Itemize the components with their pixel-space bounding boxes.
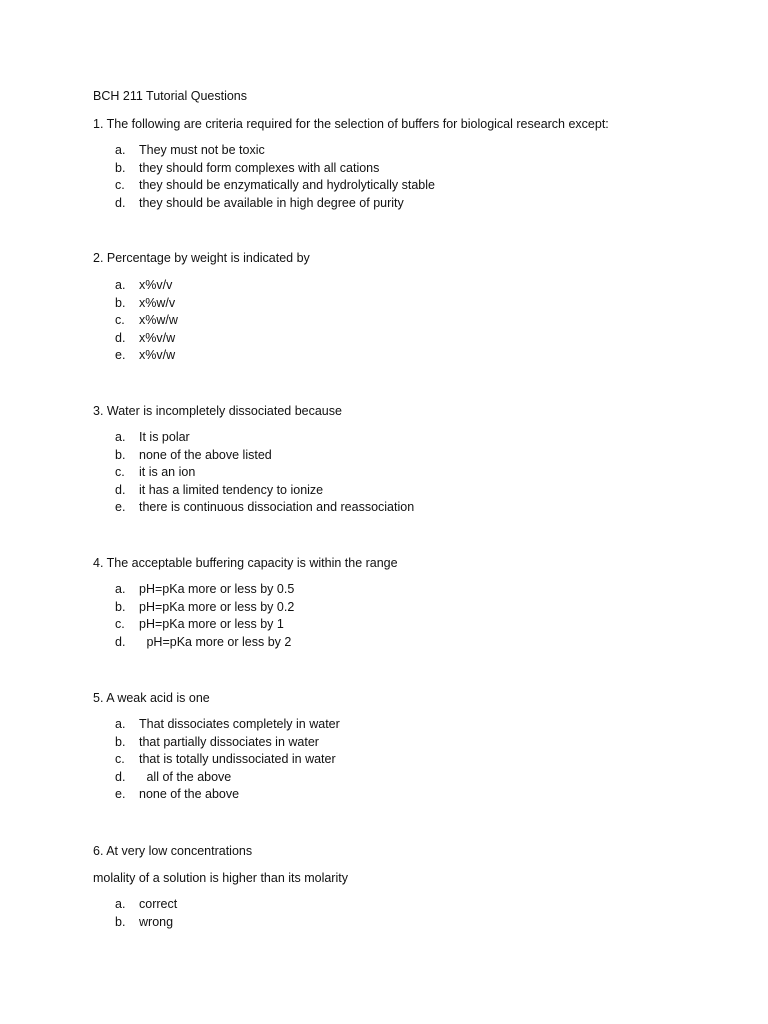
option-text: all of the above	[143, 769, 232, 784]
option-item	[115, 716, 340, 734]
option-item	[115, 751, 340, 769]
option-letter: b.	[115, 295, 126, 310]
option-item	[115, 160, 435, 178]
option-text: x%w/w	[139, 313, 178, 328]
option-item	[115, 581, 294, 599]
option-letter: d.	[115, 769, 126, 784]
option-item	[115, 347, 178, 365]
option-item	[115, 599, 294, 617]
question-4-text: 4. The acceptable buffering capacity is within the range	[93, 556, 398, 570]
option-text: x%w/v	[139, 295, 176, 310]
option-text: they should be enzymatically and hydrolytically stable	[139, 178, 435, 193]
question-1-text: 1. The following are criteria required for the selection of buffers for biological research except:	[93, 117, 609, 131]
option-text: pH=pKa more or less by 1	[139, 617, 284, 632]
option-text: x%v/v	[139, 278, 173, 292]
option-item	[115, 429, 414, 447]
option-item	[115, 482, 414, 500]
option-letter: c.	[115, 178, 125, 193]
option-item	[115, 142, 435, 160]
question-6-statement: molality of a solution is higher than its molarity	[93, 871, 348, 885]
option-letter: e.	[115, 787, 126, 802]
option-letter: e.	[115, 500, 126, 515]
option-item	[115, 914, 177, 932]
option-text: they should be available in high degree of purity	[139, 195, 404, 210]
option-item	[115, 177, 435, 195]
option-letter: a.	[115, 430, 126, 444]
question-3-text: 3. Water is incompletely dissociated because	[93, 404, 342, 418]
option-item	[115, 616, 294, 634]
option-item	[115, 499, 414, 517]
option-letter: a.	[115, 278, 126, 292]
option-text: there is continuous dissociation and reassociation	[139, 500, 415, 515]
option-text: they should form complexes with all cations	[139, 160, 380, 175]
option-letter: c.	[115, 465, 125, 480]
question-4-options	[115, 581, 294, 651]
option-item	[115, 769, 340, 787]
option-letter: a.	[115, 143, 126, 157]
option-item	[115, 277, 178, 295]
option-text: it has a limited tendency to ionize	[139, 482, 324, 497]
option-item	[115, 447, 414, 465]
option-text: that is totally undissociated in water	[139, 752, 336, 767]
option-item	[115, 464, 414, 482]
option-item	[115, 896, 177, 914]
option-item	[115, 330, 178, 348]
option-text: x%v/w	[139, 348, 176, 363]
question-2-options	[115, 277, 178, 365]
option-text: it is an ion	[139, 465, 196, 480]
option-letter: c.	[115, 752, 125, 767]
option-letter: c.	[115, 617, 125, 632]
option-item	[115, 312, 178, 330]
question-3-options	[115, 429, 414, 517]
question-6-text: 6. At very low concentrations	[93, 844, 253, 858]
option-text: none of the above	[139, 787, 240, 802]
option-text: It is polar	[139, 430, 190, 444]
option-letter: b.	[115, 599, 126, 614]
option-letter: e.	[115, 348, 126, 363]
option-letter: d.	[115, 330, 126, 345]
option-letter: b.	[115, 160, 126, 175]
option-text: pH=pKa more or less by 0.5	[139, 582, 295, 596]
option-item	[115, 195, 435, 213]
option-item	[115, 634, 294, 652]
option-letter: a.	[115, 897, 126, 911]
option-text: They must not be toxic	[139, 143, 265, 157]
option-text: correct	[139, 897, 178, 911]
option-letter: b.	[115, 447, 126, 462]
question-5-options	[115, 716, 340, 804]
option-letter: d.	[115, 482, 126, 497]
document-title: BCH 211 Tutorial Questions	[93, 89, 248, 103]
option-text: that partially dissociates in water	[139, 734, 319, 749]
option-letter: c.	[115, 313, 125, 328]
question-5-text: 5. A weak acid is one	[93, 691, 210, 705]
option-text: wrong	[139, 914, 174, 929]
option-letter: b.	[115, 914, 126, 929]
question-1-options	[115, 142, 435, 212]
option-text: x%v/w	[139, 330, 176, 345]
option-letter: b.	[115, 734, 126, 749]
option-item	[115, 295, 178, 313]
question-2-text: 2. Percentage by weight is indicated by	[93, 251, 310, 265]
option-letter: d.	[115, 634, 126, 649]
option-item	[115, 786, 340, 804]
option-text: pH=pKa more or less by 2	[143, 634, 292, 649]
question-6-options	[115, 896, 177, 931]
option-letter: a.	[115, 582, 126, 596]
option-text: pH=pKa more or less by 0.2	[139, 599, 295, 614]
option-item	[115, 734, 340, 752]
option-letter: a.	[115, 717, 126, 731]
option-letter: d.	[115, 195, 126, 210]
option-text: none of the above listed	[139, 447, 272, 462]
option-text: That dissociates completely in water	[139, 717, 340, 731]
